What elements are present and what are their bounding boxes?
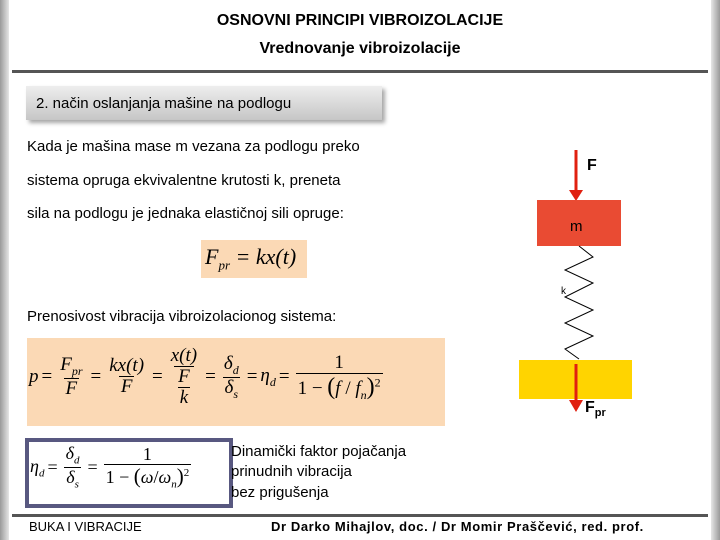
f2-frac-kx-f [107, 356, 146, 398]
reaction-arrow-head [569, 400, 583, 412]
f2-f-inner: F [178, 365, 190, 387]
mass-label: m [570, 218, 583, 235]
f3-d-sub: d [73, 454, 80, 467]
caption-line-2: prinudnih vibracija [231, 463, 352, 480]
f3-omega-n: ω [158, 466, 172, 487]
left-frame-border [0, 0, 9, 540]
f2-d-sub: d [232, 362, 239, 377]
formula1-sub: pr [218, 257, 231, 273]
reaction-label-sub: pr [594, 407, 606, 419]
f3-eta: η [30, 455, 39, 476]
f2-sq: 2 [374, 375, 381, 390]
f3-sq: 2 [183, 466, 190, 479]
page-title: OSNOVNI PRINCIPI VIBROIZOLACIJE [216, 12, 504, 29]
spring-icon [565, 246, 593, 359]
f2-kx: kx(t) [109, 355, 145, 377]
section-label: 2. način oslanjanja mašine na podlogu [36, 95, 292, 112]
f2-delta-s: δ [224, 376, 234, 398]
spring-mass-diagram [505, 140, 645, 430]
force-label: F [587, 157, 597, 174]
formula-dynamic-factor: $\eta_d$ = $\frac{\delta_d}{\delta_s}$ = $\frac{1}{1 - (\omega/\omega_n)^2}$ [30, 443, 190, 491]
f2-f-den1: F [65, 377, 78, 399]
formula1-lhs: F [205, 244, 219, 269]
f2-n-sub: n [360, 387, 367, 402]
f3-s-sub: s [74, 478, 79, 491]
f3-den-prefix: 1 − [105, 466, 134, 487]
f2-eq1: = [41, 366, 53, 388]
formula1-rhs: = kx(t) [235, 244, 297, 269]
page-subtitle: Vrednovanje vibroizolacije [259, 40, 461, 57]
f2-den-prefix: 1 − [297, 377, 328, 399]
f2-p: p [29, 366, 39, 388]
footer-course: BUKA I VIBRACIJE [29, 519, 142, 534]
f3-slash: / [153, 466, 159, 487]
f2-eq5: = [246, 366, 258, 388]
f3-delta-s: δ [66, 467, 75, 488]
f2-frac-delta [222, 354, 241, 400]
spring-label: k [561, 286, 566, 297]
f2-slash: / [340, 377, 356, 399]
f2-frac-f-k [176, 367, 192, 409]
f3-frac-delta [64, 444, 82, 491]
f2-fpr: F [60, 354, 72, 376]
caption-line-1: Dinamički faktor pojačanja [231, 443, 407, 460]
f2-eq6: = [278, 366, 290, 388]
f2-f-n: f [355, 377, 361, 399]
paragraph-line-3: sila na podlogu je jednaka elastičnoj sili opruge: [27, 205, 344, 222]
f3-n-sub: n [171, 478, 177, 491]
f2-fpr-sub: pr [71, 364, 83, 379]
caption-line-3: bez prigušenja [231, 484, 329, 501]
f3-delta-d: δ [65, 443, 74, 463]
formula-transmissibility [29, 346, 386, 409]
paragraph-line-1: Kada je mašina mase m vezana za podlogu preko [27, 138, 360, 155]
f2-f-small: f [335, 377, 341, 399]
force-arrow-head [569, 190, 583, 201]
f2-frac-x-fk [169, 346, 199, 409]
f2-k: k [179, 386, 189, 408]
header-divider [12, 70, 708, 73]
transmissibility-label: Prenosivost vibracija vibroizolacionog sistema: [27, 308, 337, 325]
f3-eta-sub: d [38, 467, 45, 480]
f3-one: 1 [142, 443, 152, 464]
f2-delta-d: δ [223, 353, 233, 375]
f2-x: x(t) [170, 345, 198, 366]
formula-elastic-force [205, 244, 296, 273]
f2-eta: η [260, 364, 270, 386]
reaction-label-main: F [585, 399, 595, 416]
f3-frac-final: $\frac{1}{1 - (\omega/\omega_n)^2}$ [105, 443, 190, 491]
f2-f-den2: F [120, 376, 133, 398]
f2-frac-final: $\frac{1}{1 - (f / f_n)^2}$ [297, 351, 381, 402]
f2-eq3: = [152, 366, 163, 388]
f2-frac-fpr-f [58, 355, 84, 399]
footer-authors: Dr Darko Mihajlov, doc. / Dr Momir Praščević, red. prof. [271, 519, 644, 534]
f3-omega: ω [140, 466, 154, 487]
f2-s-sub: s [233, 386, 239, 401]
f2-eq4: = [205, 366, 216, 388]
f2-one: 1 [334, 351, 344, 373]
f2-eq2: = [90, 366, 102, 388]
right-frame-border [711, 0, 720, 540]
reaction-label [585, 399, 607, 419]
f2-eta-sub: d [269, 374, 276, 389]
footer-divider [12, 514, 708, 517]
paragraph-line-2: sistema opruga ekvivalentne krutosti k, preneta [27, 172, 341, 189]
